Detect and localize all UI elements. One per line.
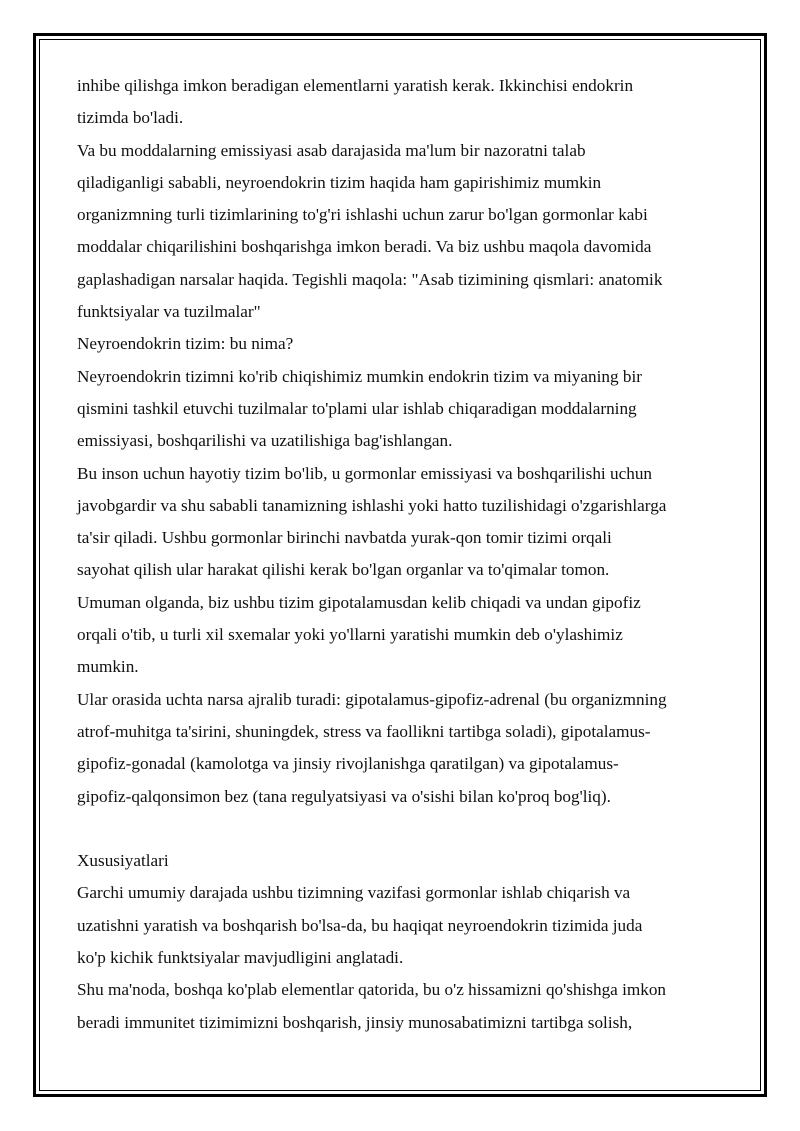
text-line: beradi immunitet tizimimizni boshqarish, jinsiy munosabatimizni tartibga solish, <box>77 1012 633 1032</box>
text-line: moddalar chiqarilishini boshqarishga imkon beradi. Va biz ushbu maqola davomida <box>77 237 652 257</box>
text-line: emissiyasi, boshqarilishi va uzatilishiga bag'ishlangan. <box>77 431 453 451</box>
text-line: inhibe qilishga imkon beradigan elementlarni yaratish kerak. Ikkinchisi endokrin <box>77 76 634 95</box>
text-line: javobgardir va shu sababli tanamizning ishlashi yoki hatto tuzilishidagi o'zgarishlarga <box>77 495 667 515</box>
document-body <box>77 70 727 1039</box>
text-line: Shu ma'noda, boshqa ko'plab elementlar qatorida, bu o'z hissamizni qo'shishga imkon <box>77 980 667 1000</box>
text-line: Umuman olganda, biz ushbu tizim gipotalamusdan kelib chiqadi va undan gipofiz <box>77 592 641 612</box>
text-line: ko'p kichik funktsiyalar mavjudligini anglatadi. <box>77 948 404 968</box>
text-line: qiladiganligi sababli, neyroendokrin tizim haqida ham gapirishimiz mumkin <box>77 172 602 192</box>
section-heading: Xususiyatlari <box>77 851 169 871</box>
text-line: tizimda bo'ladi. <box>77 108 184 128</box>
text-line: gipofiz-qalqonsimon bez (tana regulyatsiyasi va o'sishi bilan ko'proq bog'liq). <box>77 786 611 806</box>
section-heading: Neyroendokrin tizim: bu nima? <box>77 334 294 354</box>
text-line: Ular orasida uchta narsa ajralib turadi: gipotalamus-gipofiz-adrenal (bu organizmning <box>77 689 667 709</box>
text-line: qismini tashkil etuvchi tuzilmalar to'plami ular ishlab chiqaradigan moddalarning <box>77 398 637 418</box>
text-line: gipofiz-gonadal (kamolotga va jinsiy rivojlanishga qaratilgan) va gipotalamus- <box>77 754 619 774</box>
text-line: atrof-muhitga ta'sirini, shuningdek, stress va faollikni tartibga soladi), gipotalamus- <box>77 721 651 741</box>
text-line: gaplashadigan narsalar haqida. Tegishli maqola: "Asab tizimining qismlari: anatomik <box>77 269 663 289</box>
text-line: ta'sir qiladi. Ushbu gormonlar birinchi navbatda yurak-qon tomir tizimi orqali <box>77 528 612 548</box>
text-line: sayohat qilish ular harakat qilishi kerak bo'lgan organlar va to'qimalar tomon. <box>77 560 610 580</box>
text-line: mumkin. <box>77 657 139 677</box>
text-line: Garchi umumiy darajada ushbu tizimning vazifasi gormonlar ishlab chiqarish va <box>77 883 631 903</box>
text-line: uzatishni yaratish va boshqarish bo'lsa-da, bu haqiqat neyroendokrin tizimida juda <box>77 915 643 935</box>
text-line: organizmning turli tizimlarining to'g'ri ishlashi uchun zarur bo'lgan gormonlar kabi <box>77 205 648 225</box>
text-line: funktsiyalar va tuzilmalar" <box>77 302 261 322</box>
text-line: Bu inson uchun hayotiy tizim bo'lib, u gormonlar emissiyasi va boshqarilishi uchun <box>77 463 653 483</box>
text-line: Neyroendokrin tizimni ko'rib chiqishimiz mumkin endokrin tizim va miyaning bir <box>77 366 642 386</box>
text-line: orqali o'tib, u turli xil sxemalar yoki yo'llarni yaratishi mumkin deb o'ylashimiz <box>77 625 623 645</box>
text-line: Va bu moddalarning emissiyasi asab darajasida ma'lum bir nazoratni talab <box>77 140 586 160</box>
